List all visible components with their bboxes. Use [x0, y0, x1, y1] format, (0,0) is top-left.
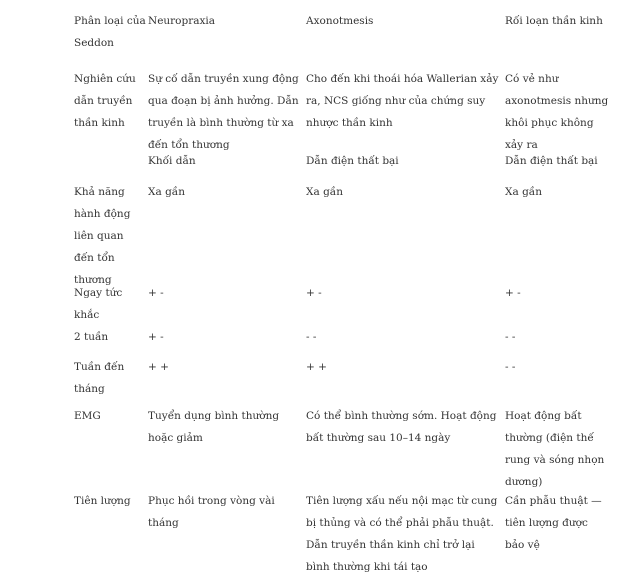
table-row: [0, 58, 621, 151]
row-label: Tuần đến tháng: [74, 361, 125, 395]
table-cell: + +: [306, 361, 327, 373]
table-row: [0, 488, 621, 573]
row-label: Khả năng hành động liên quan đến tổn thương: [74, 186, 131, 286]
header-cell-neurotmesis: Rối loạn thần kinh: [505, 15, 603, 27]
table-cell: - -: [505, 361, 516, 373]
table-cell: Xa gần: [505, 186, 542, 198]
table-row: [0, 0, 621, 58]
table-cell: Cho đến khi thoái hóa Wallerian xảy ra, NCS giống như của chứng suy nhược thần kinh: [306, 73, 499, 129]
table-cell: + +: [148, 361, 169, 373]
table-cell: Dẫn điện thất bại: [306, 155, 399, 167]
header-cell-axonotmesis: Axonotmesis: [306, 15, 374, 27]
row-label: Tiên lượng: [74, 495, 131, 507]
table-cell: + -: [148, 331, 164, 343]
row-label: EMG: [74, 410, 101, 422]
table-row: [0, 272, 621, 322]
table-cell: Có vẻ như axonotmesis nhưng khôi phục không xảy ra: [505, 73, 609, 151]
header-cell-classification: Phân loại của Seddon: [74, 15, 146, 49]
table-cell: + -: [148, 287, 164, 299]
table-row: [0, 148, 621, 177]
table-cell: - -: [306, 331, 317, 343]
table-row: [0, 177, 621, 286]
table-row: [0, 403, 621, 488]
table-cell: - -: [505, 331, 516, 343]
row-label: Ngay tức khắc: [74, 287, 123, 321]
table-cell: Xa gần: [148, 186, 185, 198]
table-row: [0, 322, 621, 350]
table-cell: Tuyển dụng bình thường hoặc giảm: [148, 410, 280, 444]
row-label: 2 tuần: [74, 331, 109, 343]
table-cell: + -: [505, 287, 521, 299]
table-cell: Xa gần: [306, 186, 343, 198]
row-label: Nghiên cứu dẫn truyền thần kinh: [74, 73, 136, 129]
table-cell: Dẫn điện thất bại: [505, 155, 598, 167]
table-cell: Cần phẫu thuật — tiên lượng được bảo vệ: [505, 495, 602, 551]
table-cell: + -: [306, 287, 322, 299]
header-cell-neuropraxia: Neuropraxia: [148, 15, 216, 27]
table-cell: Sự cố dẫn truyền xung động qua đoạn bị ảnh hưởng. Dẫn truyền là bình thường từ xa đến tổn thương: [148, 73, 299, 151]
table-cell: Phục hồi trong vòng vài tháng: [148, 495, 275, 529]
table-cell: Có thể bình thường sớm. Hoạt động bất thường sau 10–14 ngày: [306, 410, 497, 444]
table-cell: Tiên lượng xấu nếu nội mạc từ cung bị thủng và có thể phải phẫu thuật. Dẫn truyền thần kinh chỉ trở lại bình thường khi tái tạo: [306, 495, 498, 573]
table-cell: Hoạt động bất thường (điện thế rung và sóng nhọn dương): [505, 410, 605, 488]
table-row: [0, 350, 621, 403]
table-cell: Khối dẫn: [148, 155, 196, 167]
